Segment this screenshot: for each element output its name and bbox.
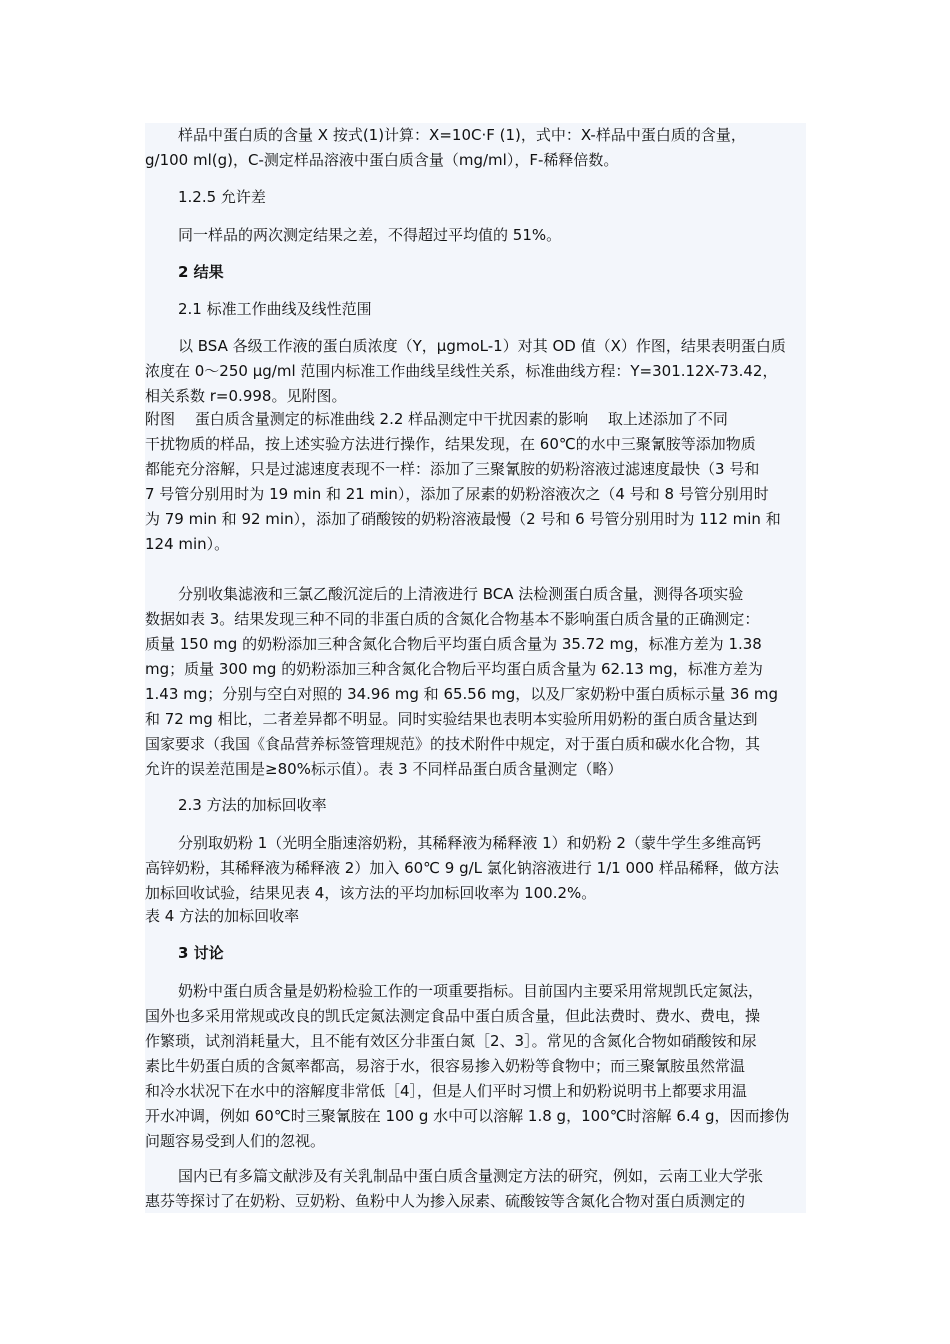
text-line: 124 min）。 <box>145 535 230 553</box>
heading-text: 2.1 标准工作曲线及线性范围 <box>178 300 372 318</box>
paragraph-recovery <box>145 831 806 906</box>
heading-2-1 <box>145 297 806 322</box>
text-line: 允许的误差范围是≥80%标示值）。表 3 不同样品蛋白质含量测定（略） <box>145 760 623 778</box>
text-line: g/100 ml(g)，C-测定样品溶液中蛋白质含量（mg/ml），F-稀释倍数。 <box>145 151 619 169</box>
text-line: 质量 150 mg 的奶粉添加三种含氮化合物后平均蛋白质含量为 35.72 mg，标准方差为 1.38 <box>145 635 762 653</box>
text-line: 素比牛奶蛋白质的含氮率都高，易溶于水，很容易掺入奶粉等食物中；而三聚氰胺虽然常温 <box>145 1057 746 1075</box>
text-line: 相关系数 r=0.998。见附图。 <box>145 387 347 405</box>
text-line: 分别收集滤液和三氯乙酸沉淀后的上清液进行 BCA 法检测蛋白质含量，测得各项实验 <box>178 585 744 603</box>
heading-1-2-5 <box>145 185 806 210</box>
paragraph-discussion <box>145 979 806 1154</box>
paragraph-interference <box>145 407 806 557</box>
heading-3-discussion <box>145 941 806 966</box>
text-line: mg；质量 300 mg 的奶粉添加三种含氮化合物后平均蛋白质含量为 62.13 mg，标准方差为 <box>145 660 763 678</box>
text-line: 浓度在 0～250 μg/ml 范围内标准工作曲线呈线性关系，标准曲线方程：Y=301.12X-73.42， <box>145 362 778 380</box>
text-line: 奶粉中蛋白质含量是奶粉检验工作的一项重要指标。目前国内主要采用常规凯氏定氮法， <box>178 982 764 1000</box>
text-line: 7 号管分别用时为 19 min 和 21 min），添加了尿素的奶粉溶液次之（4 号和 8 号管分别用时 <box>145 485 769 503</box>
text-line: 高锌奶粉，其稀释液为稀释液 2）加入 60℃ 9 g/L 氯化钠溶液进行 1/1 000 样品稀释，做方法 <box>145 859 779 877</box>
paragraph-protein-formula <box>145 123 806 173</box>
table-4-caption <box>145 904 806 929</box>
text-line: 附图 蛋白质含量测定的标准曲线 2.2 样品测定中干扰因素的影响 取上述添加了不同 <box>145 410 728 428</box>
text-line: 问题容易受到人们的忽视。 <box>145 1132 326 1150</box>
text-line: 1.43 mg；分别与空白对照的 34.96 mg 和 65.56 mg，以及厂家奶粉中蛋白质标示量 36 mg <box>145 685 779 703</box>
heading-text: 2.3 方法的加标回收率 <box>178 796 327 814</box>
text-line: 加标回收试验，结果见表 4，该方法的平均加标回收率为 100.2%。 <box>145 884 597 902</box>
text-line: 样品中蛋白质的含量 X 按式(1)计算：X=10C·F (1)，式中：X-样品中蛋白质的含量， <box>178 126 746 144</box>
text-line: 国外也多采用常规或改良的凯氏定氮法测定食品中蛋白质含量，但此法费时、费水、费电，操 <box>145 1007 761 1025</box>
paragraph-tolerance <box>145 223 806 248</box>
caption-text: 表 4 方法的加标回收率 <box>145 907 300 925</box>
text-line: 为 79 min 和 92 min），添加了硝酸铵的奶粉溶液最慢（2 号和 6 号管分别用时为 112 min 和 <box>145 510 781 528</box>
document-page <box>145 123 806 1213</box>
text-line: 国家要求（我国《食品营养标签管理规范》的技术附件中规定，对于蛋白质和碳水化合物，其 <box>145 735 761 753</box>
text-line: 和冷水状况下在水中的溶解度非常低［4］，但是人们平时习惯上和奶粉说明书上都要求用温 <box>145 1082 748 1100</box>
text-line: 同一样品的两次测定结果之差，不得超过平均值的 51%。 <box>178 226 562 244</box>
paragraph-literature <box>145 1164 806 1214</box>
heading-text: 3 讨论 <box>178 944 224 962</box>
heading-2-results <box>145 260 806 285</box>
text-line: 数据如表 3。结果发现三种不同的非蛋白质的含氮化合物基本不影响蛋白质含量的正确测定： <box>145 610 760 628</box>
text-line: 开水冲调，例如 60℃时三聚氰胺在 100 g 水中可以溶解 1.8 g，100℃时溶解 6.4 g，因而掺伪 <box>145 1107 790 1125</box>
text-line: 以 BSA 各级工作液的蛋白质浓度（Y，μgmoL-1）对其 OD 值（X）作图，结果表明蛋白质 <box>178 337 786 355</box>
text-line: 国内已有多篇文献涉及有关乳制品中蛋白质含量测定方法的研究，例如，云南工业大学张 <box>178 1167 764 1185</box>
text-line: 分别取奶粉 1（光明全脂速溶奶粉，其稀释液为稀释液 1）和奶粉 2（蒙牛学生多维高钙 <box>178 834 761 852</box>
text-line: 干扰物质的样品，按上述实验方法进行操作，结果发现，在 60℃的水中三聚氰胺等添加物质 <box>145 435 756 453</box>
heading-text: 2 结果 <box>178 263 224 281</box>
text-line: 和 72 mg 相比，二者差异都不明显。同时实验结果也表明本实验所用奶粉的蛋白质含量达到 <box>145 710 758 728</box>
paragraph-standard-curve <box>145 334 806 409</box>
text-line: 作繁琐，试剂消耗量大，且不能有效区分非蛋白氮［2、3］。常见的含氮化合物如硝酸铵和尿 <box>145 1032 757 1050</box>
text-line: 都能充分溶解，只是过滤速度表现不一样：添加了三聚氰胺的奶粉溶液过滤速度最快（3 号和 <box>145 460 760 478</box>
heading-text: 1.2.5 允许差 <box>178 188 266 206</box>
text-line: 惠芬等探讨了在奶粉、豆奶粉、鱼粉中人为掺入尿素、硫酸铵等含氮化合物对蛋白质测定的 <box>145 1192 746 1210</box>
heading-2-3 <box>145 793 806 818</box>
paragraph-bca-results <box>145 582 806 782</box>
